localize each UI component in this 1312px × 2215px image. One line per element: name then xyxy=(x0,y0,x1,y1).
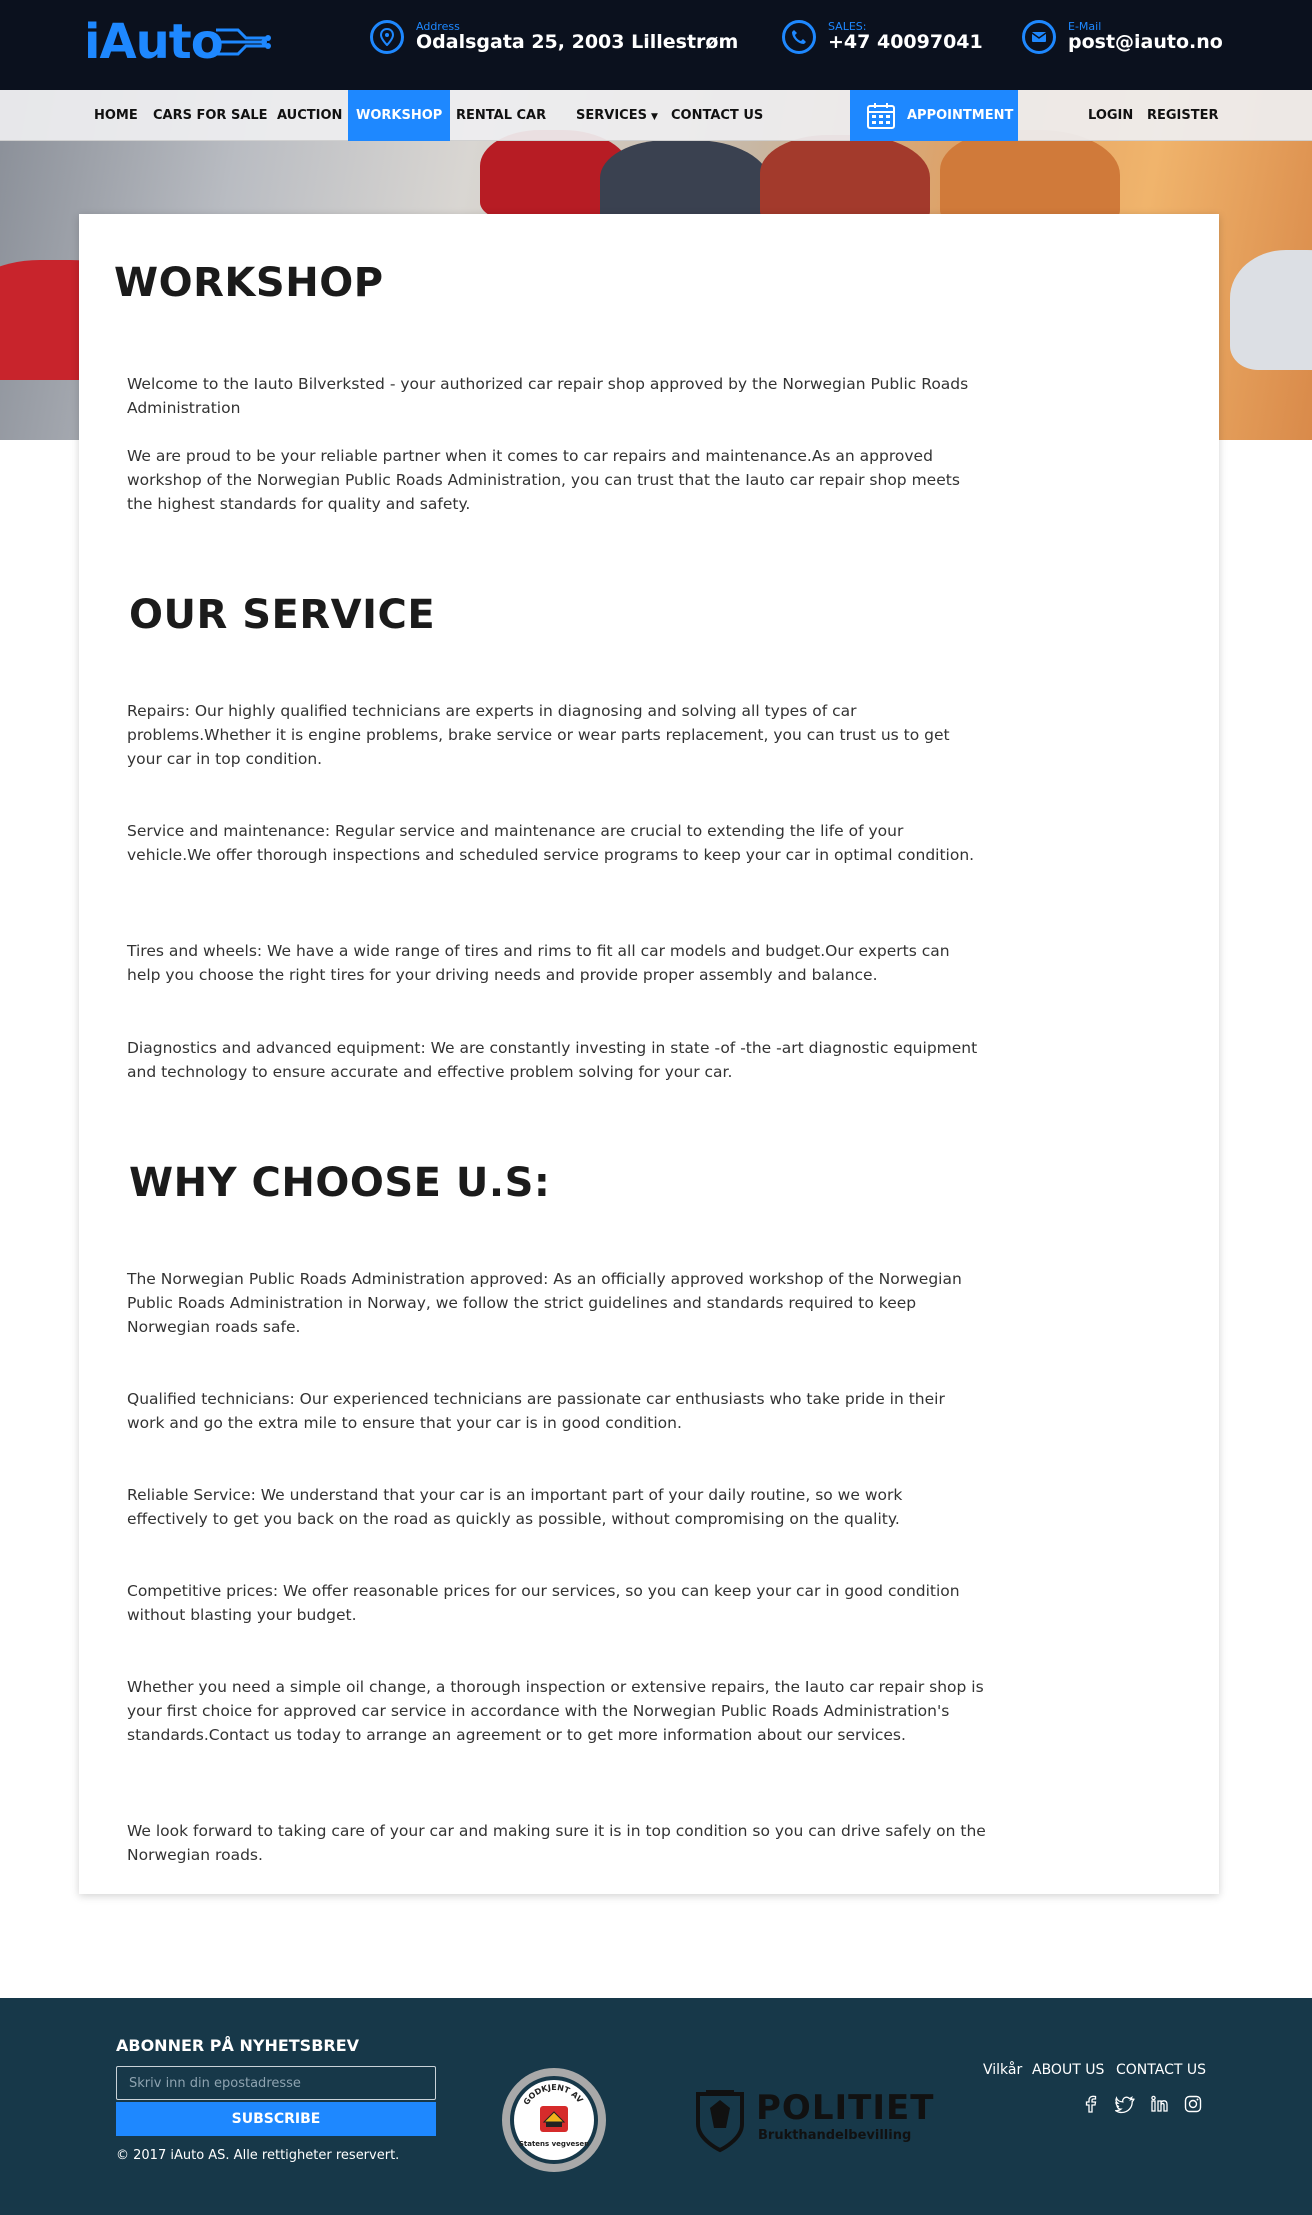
address-value: Odalsgata 25, 2003 Lillestrøm xyxy=(416,31,739,53)
main-nav xyxy=(0,90,1312,141)
nav-cars-for-sale[interactable]: CARS FOR SALE xyxy=(153,108,268,123)
section-heading-our-service: OUR SERVICE xyxy=(129,592,436,638)
circuit-logo-icon xyxy=(216,22,272,62)
map-pin-icon xyxy=(370,20,404,54)
nav-rental-car[interactable]: RENTAL CAR xyxy=(456,108,547,123)
sales-phone[interactable]: +47 40097041 xyxy=(828,31,983,53)
intro-paragraph: Welcome to the Iauto Bilverksted - your authorized car repair shop approved by the Norwegian Public Roads Administration xyxy=(127,375,969,417)
service-paragraph: Repairs: Our highly qualified technicians are experts in diagnosing and solving all types of car problems.Whether it is engine problems, brake service or wear parts replacement, you can trust us to get your car in top condition. xyxy=(127,702,950,768)
sales-label: SALES: xyxy=(828,20,867,33)
address-label: Address xyxy=(416,20,460,33)
service-paragraph: Service and maintenance: Regular service and maintenance are crucial to extending the life of your vehicle.We offer thorough inspections and scheduled service programs to keep your car in optimal condition. xyxy=(127,822,975,864)
copyright-text: © 2017 iAuto AS. Alle rettigheter reservert. xyxy=(116,2148,400,2163)
nav-auction[interactable]: AUCTION xyxy=(277,108,343,123)
newsletter-email-input[interactable] xyxy=(116,2066,436,2100)
police-subtitle: Brukthandelbevilling xyxy=(758,2128,912,2143)
reason-paragraph: Reliable Service: We understand that your car is an important part of your daily routine, so we work effectively to get you back on the road as quickly as possible, without compromising on the quality. xyxy=(127,1486,903,1528)
facebook-icon[interactable] xyxy=(1081,2094,1101,2114)
hero-car-image xyxy=(1230,250,1312,370)
phone-icon xyxy=(782,20,816,54)
intro-paragraph: We are proud to be your reliable partner when it comes to car repairs and maintenance.As an approved workshop of the Norwegian Public Roads Administration, you can trust that the Iauto car repair shop meets the highest standards for quality and safety. xyxy=(127,447,960,513)
seal-text-bottom: Statens vegvesen xyxy=(518,2140,590,2148)
nav-services[interactable] xyxy=(576,90,658,141)
linkedin-icon[interactable] xyxy=(1149,2094,1169,2114)
footer-link-contact-us[interactable]: CONTACT US xyxy=(1116,2062,1206,2078)
seal-text-top: GODKJENT AV xyxy=(521,2082,585,2107)
appointment-button[interactable] xyxy=(850,90,1018,141)
login-link[interactable]: LOGIN xyxy=(1088,108,1134,123)
subscribe-button[interactable]: SUBSCRIBE xyxy=(116,2102,436,2136)
service-paragraph: Tires and wheels: We have a wide range of tires and rims to fit all car models and budget.Our experts can help you choose the right tires for your driving needs and provide proper assembly and balance. xyxy=(127,942,950,984)
reason-paragraph: We look forward to taking care of your car and making sure it is in top condition so you can drive safely on the Norwegian roads. xyxy=(127,1822,986,1864)
reason-paragraph: Whether you need a simple oil change, a thorough inspection or extensive repairs, the Iauto car repair shop is your first choice for approved car service in accordance with the Norwegian Public Roads Administration's standards.Contact us today to arrange an agreement or to get more information about our services. xyxy=(127,1678,984,1744)
contact-email[interactable] xyxy=(1022,18,1222,62)
calendar-icon xyxy=(866,102,896,130)
site-footer xyxy=(0,1998,1312,2215)
reason-paragraph: Competitive prices: We offer reasonable prices for our services, so you can keep your car in good condition without blasting your budget. xyxy=(127,1582,960,1624)
police-crest-icon xyxy=(692,2088,748,2154)
mail-icon xyxy=(1022,20,1056,54)
statens-vegvesen-seal xyxy=(502,2068,606,2172)
service-paragraph: Diagnostics and advanced equipment: We are constantly investing in state -of -the -art diagnostic equipment and technology to ensure accurate and effective problem solving for your car. xyxy=(127,1039,978,1081)
section-heading-why-choose: WHY CHOOSE U.S: xyxy=(129,1160,551,1206)
nav-services-label: SERVICES xyxy=(576,108,647,123)
contact-address xyxy=(370,18,739,62)
twitter-icon[interactable] xyxy=(1115,2094,1135,2114)
appointment-label: APPOINTMENT xyxy=(907,108,1014,123)
chevron-down-icon: ▼ xyxy=(650,112,658,122)
footer-link-terms[interactable]: Vilkår xyxy=(983,2062,1023,2078)
reason-paragraph: Qualified technicians: Our experienced technicians are passionate car enthusiasts who take pride in their work and go the extra mile to ensure that your car is in good condition. xyxy=(127,1390,945,1432)
footer-link-about-us[interactable]: ABOUT US xyxy=(1032,2062,1105,2078)
politiet-logo xyxy=(692,2088,935,2158)
newsletter-title: ABONNER PÅ NYHETSBREV xyxy=(116,2036,360,2055)
email-value[interactable]: post@iauto.no xyxy=(1068,31,1223,53)
nav-workshop[interactable]: WORKSHOP xyxy=(348,90,450,141)
nav-home[interactable]: HOME xyxy=(94,108,138,123)
register-link[interactable]: REGISTER xyxy=(1147,108,1219,123)
content-card xyxy=(79,214,1219,1894)
instagram-icon[interactable] xyxy=(1183,2094,1203,2114)
police-title: POLITIET xyxy=(756,2088,935,2128)
logo-text: iAuto xyxy=(84,14,223,70)
site-logo[interactable] xyxy=(84,14,274,70)
nav-contact-us[interactable]: CONTACT US xyxy=(671,108,764,123)
email-label: E-Mail xyxy=(1068,20,1102,33)
reason-paragraph: The Norwegian Public Roads Administration approved: As an officially approved workshop of the Norwegian Public Roads Administration in Norway, we follow the strict guidelines and standards required to keep Norwegian roads safe. xyxy=(127,1270,962,1336)
contact-sales[interactable] xyxy=(782,18,982,62)
top-header xyxy=(0,0,1312,90)
page-title: WORKSHOP xyxy=(114,260,384,306)
